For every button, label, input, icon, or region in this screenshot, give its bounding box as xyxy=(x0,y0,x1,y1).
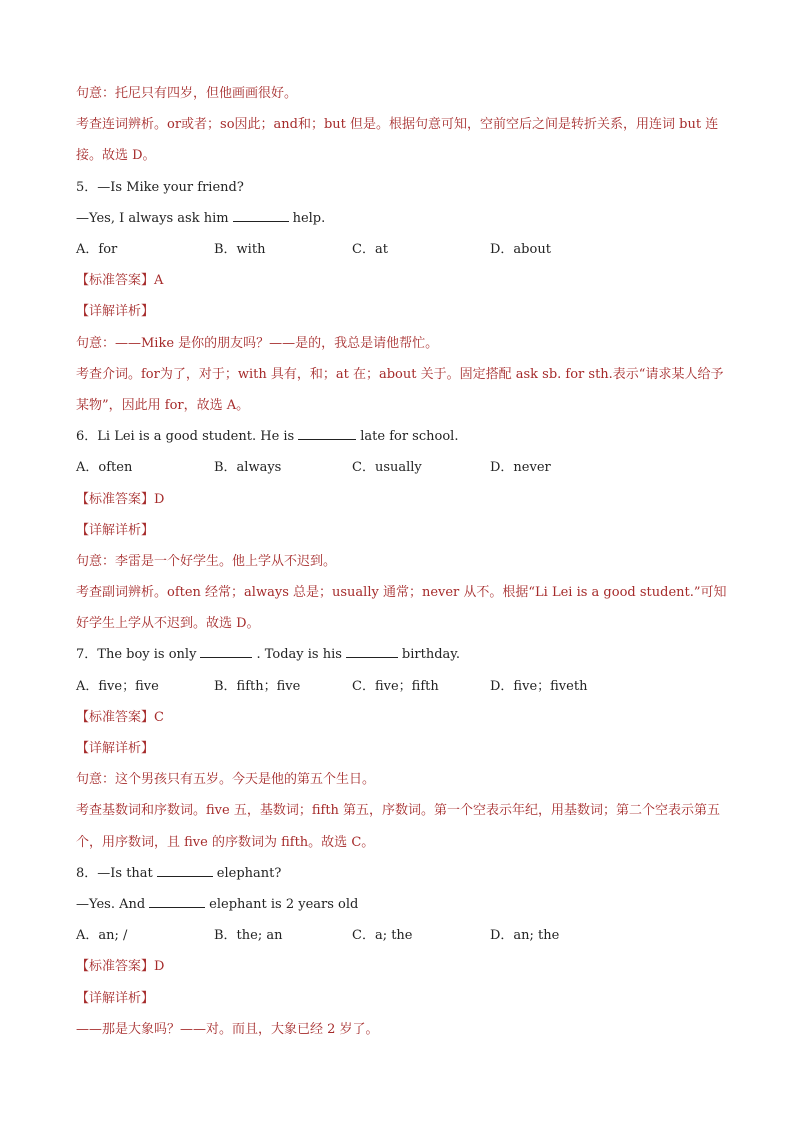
q6-option-a: A．often xyxy=(76,460,133,476)
q6-answer-value: D xyxy=(154,491,165,507)
q7-blank-2 xyxy=(346,645,398,658)
q6-blank xyxy=(298,427,356,440)
q7-option-d: D．five；fiveth xyxy=(490,678,588,694)
q6-stem xyxy=(76,421,736,452)
q7-blank-1 xyxy=(200,645,252,658)
q8-blank-1 xyxy=(157,864,213,877)
q5-option-d: D．about xyxy=(490,241,551,257)
answer-tag: 【标准答案】 xyxy=(76,709,155,725)
q5-option-b: B．with xyxy=(214,241,266,257)
q5-option-a: A．for xyxy=(76,241,118,257)
q6-options xyxy=(76,452,736,483)
q7-meaning: 句意：这个男孩只有五岁。今天是他的第五个生日。 xyxy=(76,772,376,788)
q8-option-d: D．an; the xyxy=(490,928,560,944)
q7-stem-b: . Today is his xyxy=(256,647,342,663)
q5-stem-2 xyxy=(76,203,736,234)
q8-option-c: C．a; the xyxy=(352,928,413,944)
q8-option-b: B．the; an xyxy=(214,928,283,944)
q5-answer xyxy=(76,265,736,296)
q8-stem-1-post: elephant? xyxy=(216,865,282,881)
q5-stem-2-pre: —Yes, I always ask him xyxy=(76,210,229,226)
q6-detail-tag: 【详解详析】 xyxy=(76,522,155,538)
q7-answer xyxy=(76,702,736,733)
q8-answer-value: D xyxy=(154,959,165,975)
q5-stem-2-post: help. xyxy=(292,210,326,226)
answer-tag: 【标准答案】 xyxy=(76,273,155,289)
q8-options xyxy=(76,920,736,951)
prev-analysis: 考查连词辨析。or或者；so因此；and和；but 但是。根据句意可知，空前空后之间是转折关系，用连词 but 连接。故选 D。 xyxy=(76,117,719,164)
q6-answer xyxy=(76,484,736,515)
q6-stem-post: late for school. xyxy=(360,429,459,445)
q8-blank-2 xyxy=(149,895,205,908)
q8-meaning: ——那是大象吗？——对。而且，大象已经 2 岁了。 xyxy=(76,1021,379,1037)
answer-tag: 【标准答案】 xyxy=(76,491,155,507)
q6-option-b: B．always xyxy=(214,460,282,476)
q8-option-a: A．an; / xyxy=(76,928,128,944)
q7-stem-a: 7．The boy is only xyxy=(76,647,197,663)
q7-option-a: A．five；five xyxy=(76,678,159,694)
q7-detail-tag: 【详解详析】 xyxy=(76,741,155,757)
q8-stem-2 xyxy=(76,889,736,920)
q7-option-c: C．five；fifth xyxy=(352,678,439,694)
q6-stem-pre: 6．Li Lei is a good student. He is xyxy=(76,429,295,445)
q7-answer-value: C xyxy=(154,709,164,725)
q5-options xyxy=(76,234,736,265)
q8-stem-2-pre: —Yes. And xyxy=(76,897,146,912)
q5-blank xyxy=(233,209,289,222)
q8-detail-tag: 【详解详析】 xyxy=(76,990,155,1006)
q5-option-c: C．at xyxy=(352,241,388,257)
answer-tag: 【标准答案】 xyxy=(76,959,155,975)
q7-stem xyxy=(76,639,736,670)
prev-meaning: 句意：托尼只有四岁，但他画画很好。 xyxy=(76,86,298,101)
q5-stem-1: 5．—Is Mike your friend? xyxy=(76,179,244,195)
q7-option-b: B．fifth；five xyxy=(214,678,301,694)
q6-analysis: 考查副词辨析。often 经常；always 总是；usually 通常；never 从不。根据“Li Lei is a good student.”可知好学生上学从不迟到。故选 D。 xyxy=(76,585,727,632)
q7-analysis: 考查基数词和序数词。five 五，基数词；fifth 第五，序数词。第一个空表示年纪，用基数词；第二个空表示第五个，用序数词，且 five 的序数词为 fifth。故选 C。 xyxy=(76,803,721,850)
q5-analysis: 考查介词。for为了，对于；with 具有，和；at 在；about 关于。固定搭配 ask sb. for sth.表示“请求某人给予某物”，因此用 for，故选 A。 xyxy=(76,366,724,413)
q8-answer xyxy=(76,951,736,982)
q6-option-d: D．never xyxy=(490,460,551,476)
q7-stem-c: birthday. xyxy=(401,647,461,663)
document-page xyxy=(76,78,736,1045)
q6-option-c: C．usually xyxy=(352,460,422,476)
q7-options xyxy=(76,671,736,702)
q6-meaning: 句意：李雷是一个好学生。他上学从不迟到。 xyxy=(76,553,337,569)
q5-detail-tag: 【详解详析】 xyxy=(76,304,155,320)
q5-meaning: 句意：——Mike 是你的朋友吗？——是的，我总是请他帮忙。 xyxy=(76,335,439,351)
q5-answer-value: A xyxy=(154,273,164,289)
q8-stem-1-pre: 8．—Is that xyxy=(76,865,153,881)
q8-stem-2-post: elephant is 2 years old xyxy=(209,897,359,912)
q8-stem-1 xyxy=(76,858,736,889)
